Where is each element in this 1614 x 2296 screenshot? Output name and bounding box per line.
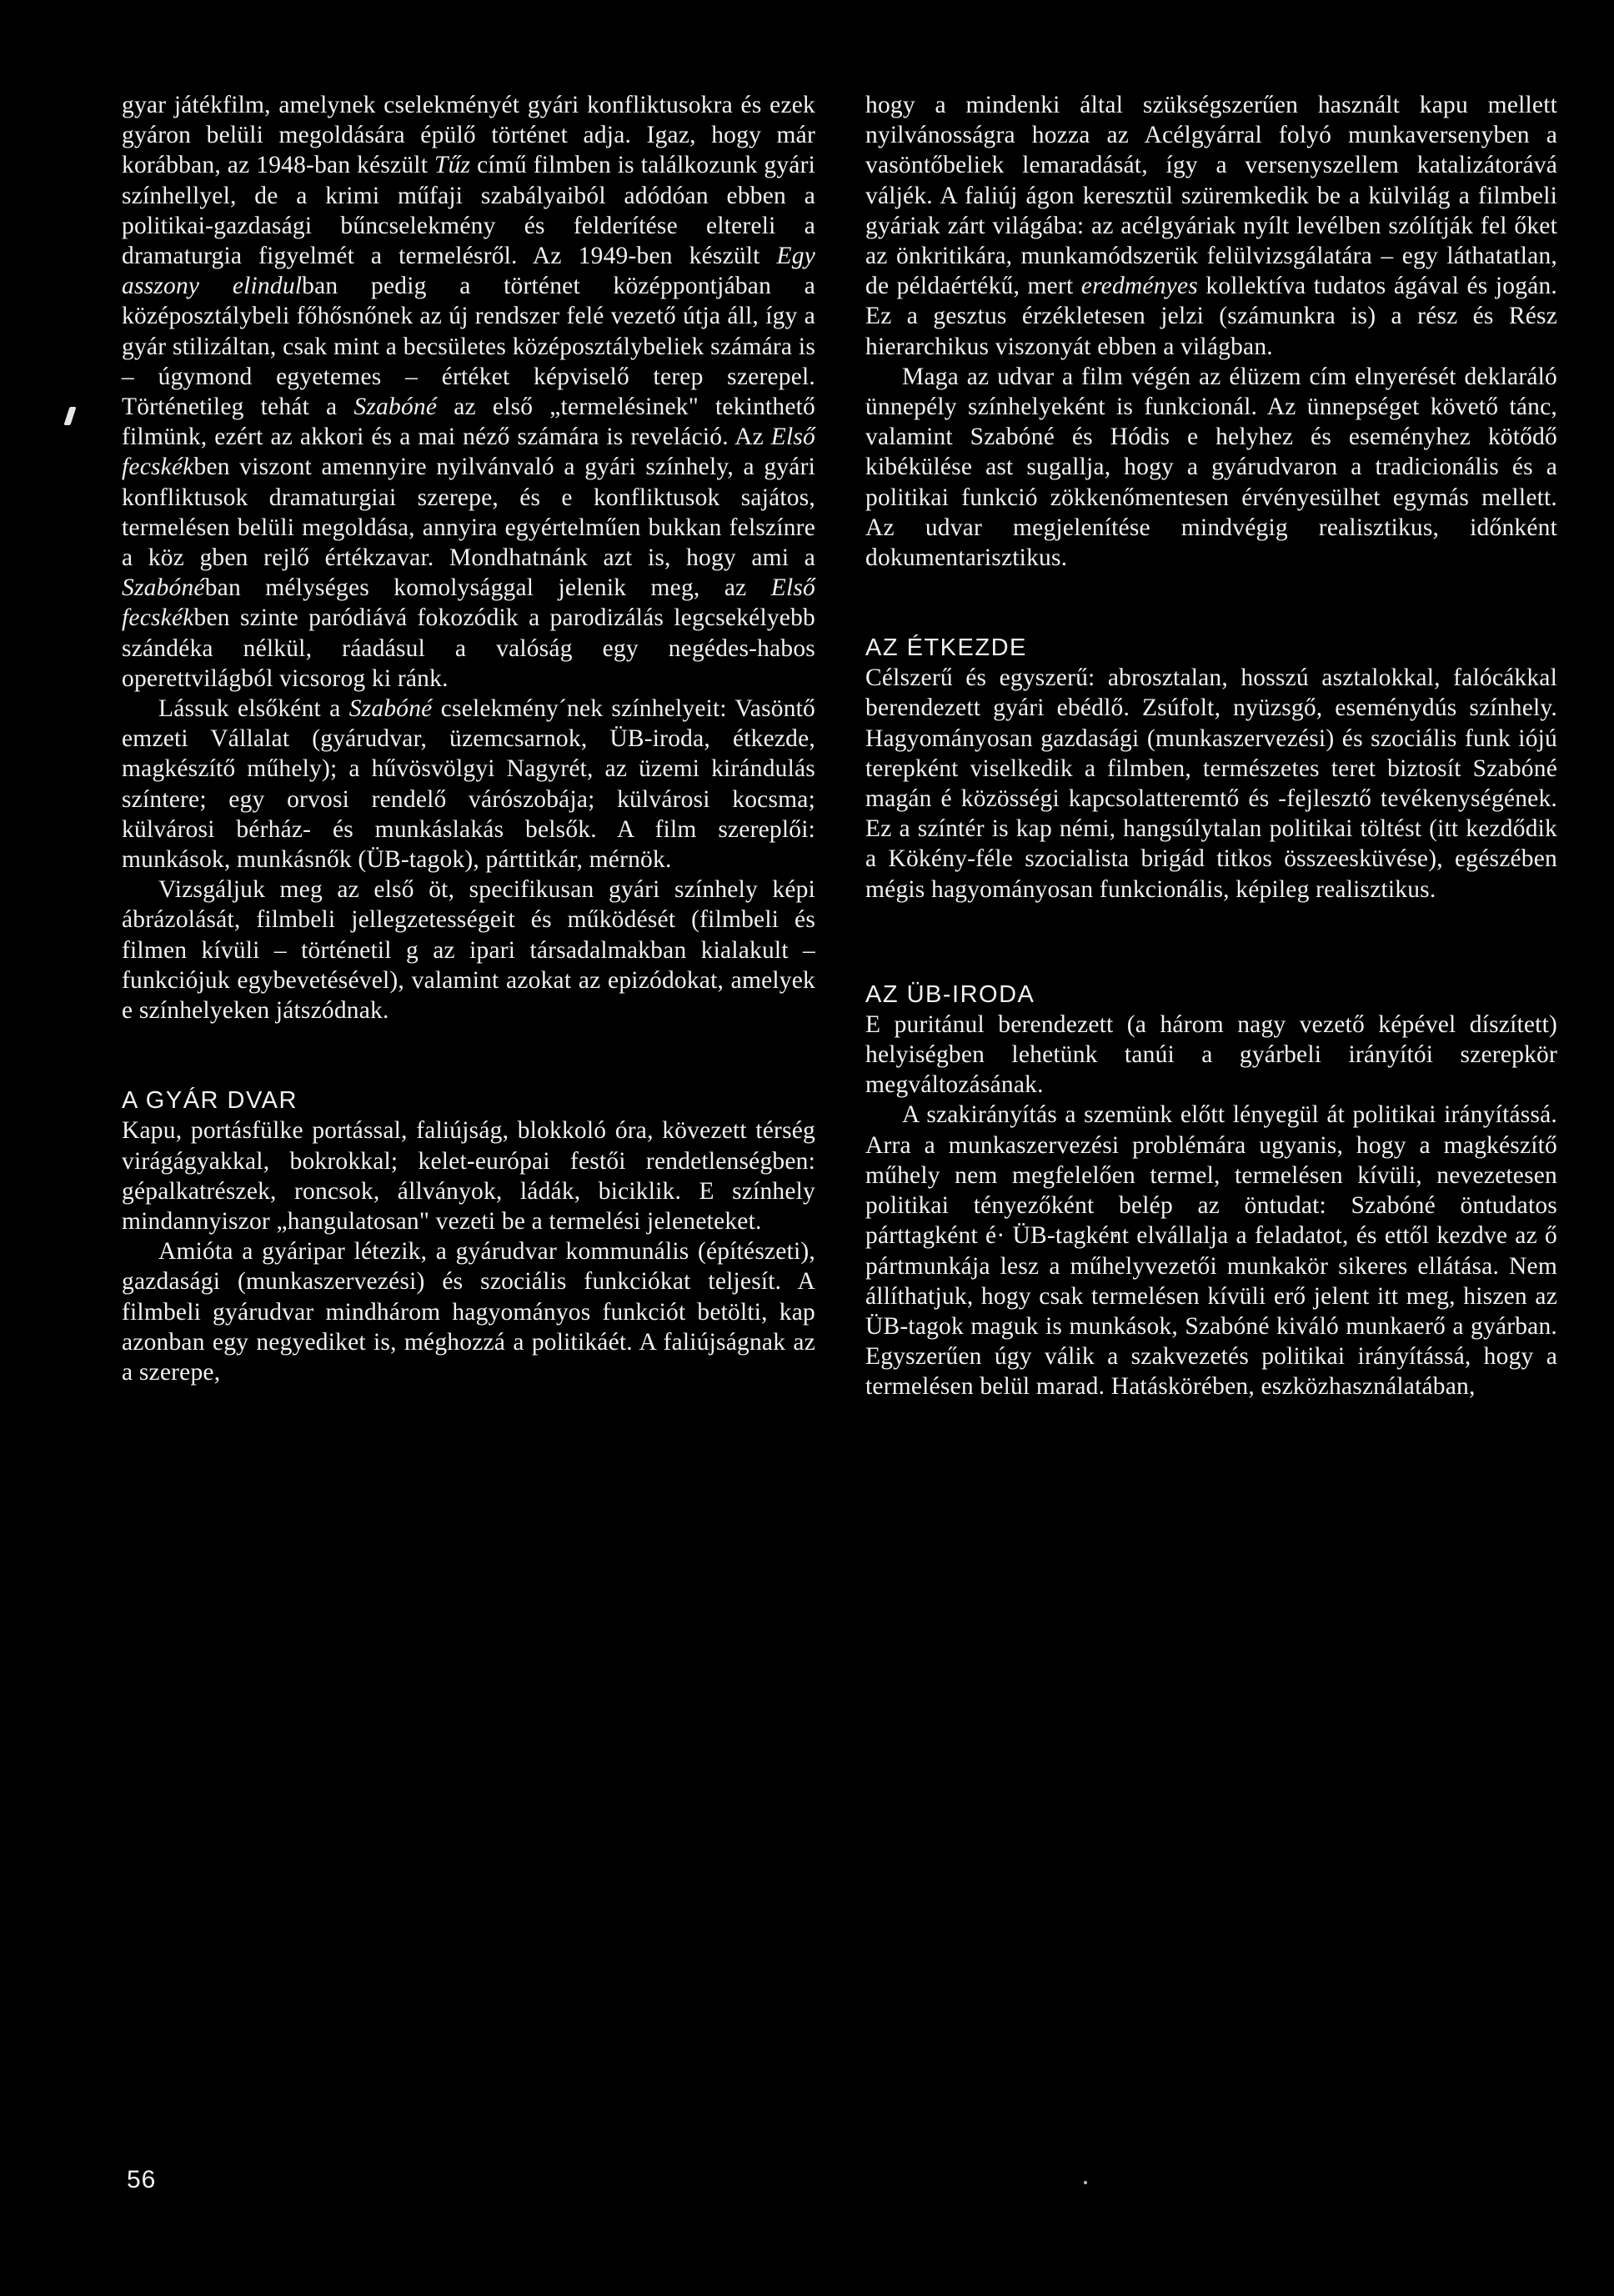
film-title: Szabóné [348, 695, 433, 723]
section-gap [865, 905, 1557, 980]
text-run: az első „termelésinek" tekinthető filmünk, ezért az akkori és a mai néző számára is reveláció. Az [122, 394, 815, 451]
section-heading: AZ ÜB-IRODA [865, 980, 1035, 1008]
film-title: Szabóné [122, 574, 205, 602]
film-title: Szabóné [353, 394, 438, 421]
print-speck [1084, 2181, 1087, 2184]
text-run: hogy a mindenki által szükségszerűen használt kapu mellett nyilvánosságra hozza az Acélgyárral folyó munkaversenyben a vasöntőbeliek lemaradását, így a versenyszellem katalizátorává váljék. A faliúj ágon keresztül szüremkedik be a külvilág a filmbeli gyáriak zárt világába: az acélgyáriak nyílt levélben szólítják fel őket az önkritikára, munkamódszerük felülvizsgálatára – egy láthatatlan, de példaértékű, mert [865, 92, 1557, 300]
left-column [122, 90, 815, 1387]
film-title: Tűz [434, 152, 471, 179]
text-run: Lássuk elsőként a [158, 695, 349, 723]
margin-pencil-mark [63, 407, 76, 425]
text-run: ben szinte paródiává fokozódik a parodizálás legcsekélyebb szándéka nélkül, ráadásul a valóság egy negédes-habos operettvilágból vicsorog ki ránk. [122, 604, 815, 692]
section-gap [865, 573, 1557, 633]
right-column [865, 90, 1557, 1402]
paragraph: Kapu, portásfülke portással, faliújság, blokkoló óra, kövezett térség virágágyakkal, bokrokkal; kelet-európai festői rendetlenségben: gépalkatrészek, roncsok, állványok, ládák, biciklik. E színhely mindannyiszor „hangulatosan" vezeti be a termelési jeleneteket. [122, 1117, 815, 1235]
text-run: ben viszont amennyire nyilvánvaló a gyári színhely, a gyári konfliktusok dramaturgiai szerepe, és e konfliktusok sajátos, termelésen belüli megoldása, annyira egyértelműen bukkan felszínre a köz gben rejlő értékzavar. Mondhatnánk azt is, hogy ami a [122, 454, 815, 572]
page-number: 56 [127, 2166, 157, 2193]
section-heading: AZ ÉTKEZDE [865, 634, 1027, 662]
film-title: Első fecskék [122, 424, 815, 481]
paragraph [122, 90, 815, 694]
paragraph: Maga az udvar a film végén az élüzem cím elnyerését deklaráló ünnepély színhelyeként is funkcionál. Az ünnepséget követő tánc, valamint Szabóné és Hódis e helyhez és eseményhez kötődő kibékülése ast sugallja, hogy a gyárudvaron a tradicionális és a politikai funkció zökkenőmentesen érvényesülhet egymás mellett. Az udvar megjelenítése mindvégig realisztikus, időnként dokumentarisztikus. [865, 363, 1557, 572]
film-title: Egy asszony elindul [122, 243, 815, 300]
film-title: Első fecskék [122, 574, 815, 632]
text-run: gyar játékfilm, amelynek cselekményét gyári konfliktusokra és ezek gyáron belüli megoldására épülő történet adja. Igaz, hogy már korábban, az 1948-ban készült [122, 92, 815, 179]
text-run: ban mélységes komolysággal jelenik meg, az [204, 574, 771, 602]
text-run: című filmben is találkozunk gyári színhellyel, de a krimi műfaji szabályaiból adódóan ebben a politikai-gazdasági bűncselekmény és felderítése eltereli a dramaturgia figyelmét a termelésről. Az 1949-ben készült [122, 152, 815, 270]
paragraph: E puritánul berendezett (a három nagy vezető képével díszített) helyiségben lehetünk tanúi a gyárbeli irányítói szerepkör megváltozásának. [865, 1010, 1557, 1099]
paragraph: Célszerű és egyszerű: abrosztalan, hosszú asztalokkal, falócákkal berendezett gyári ebédlő. Zsúfolt, nyüzsgő, eseménydús színhely. Hagyományosan gazdasági (munkaszervezési) és szociális funk iójú terepként viselkedik a filmben, természetes teret biztosít Szabóné magán é közösségi kapcsolatteremtő és -fejlesztő tevékenységének. Ez a színtér is kap némi, hangsúlytalan politikai töltést (itt kezdődik a Kökény-féle szocialista brigád titkos összeesküvése), egészében mégis hagyományosan funkcionális, képileg realisztikus. [865, 664, 1557, 903]
text-run: kollektíva tudatos ágával és jogán. Ez a gesztus érzékletesen jelzi (számunkra is) a rész és Rész hierarchikus viszonyát ebben a világban. [865, 273, 1557, 360]
paragraph [122, 694, 815, 875]
section-gap [122, 1025, 815, 1085]
text-run: ban pedig a történet középpontjában a középosztálybeli főhősnőnek az új rendszer felé vezető útja áll, így a gyár stilizáltan, csak mint a becsületes középosztálybeliek számára is – úgymond egyetemes – értéket képviselő terep szerepel. Történetileg tehát a [122, 273, 815, 421]
emphasis: eredményes [1080, 273, 1198, 300]
section-heading: A GYÁR DVAR [122, 1087, 298, 1115]
text-run: cselekmény´nek színhelyeit: Vasöntő emzeti Vállalat (gyárudvar, üzemcsarnok, ÜB-iroda, étkezde, magkészítő műhely); a hűvösvölgyi Nagyrét, az üzemi kirándulás színtere; egy orvosi rendelő várószobája; külvárosi kocsma; külvárosi bérház- és munkáslakás belsők. A film szereplői: munkások, munkásnők (ÜB-tagok), párttitkár, mérnök. [122, 695, 815, 874]
paragraph: Vizsgáljuk meg az első öt, specifikusan gyári színhely képi ábrázolását, filmbeli jellegzetességeit és működését (filmbeli és filmen kívüli – történetil g az ipari társadalmakban kialakult – funkciójuk egybevetésével), valamint azokat az epizódokat, amelyek e színhelyeken játszódnak. [122, 876, 815, 1025]
paragraph [865, 90, 1557, 362]
paragraph: A szakirányítás a szemünk előtt lényegül át politikai irányítássá. Arra a munkaszervezési problémára ugyanis, hogy a magkészítő műhely nem megfelelően termel, termelésen kívüli, nevezetesen politikai tényezőként belép az öntudat: Szabóné öntudatos párttagként é· ÜB-tagként elvállalja a feladatot, és ettől kezdve az ő pártmunkája lesz a műhelyvezetői munkakör sikeres ellátása. Nem állíthatjuk, hogy csak termelésen kívüli erő jelent itt meg, hiszen az ÜB-tagok maguk is munkások, Szabóné kiváló munkaerő a gyárban. Egyszerűen úgy válik a szakvezetés politikai irányítássá, hogy a termelésen belül marad. Hatáskörében, eszközhasználatában, [865, 1101, 1557, 1401]
paragraph: Amióta a gyáripar létezik, a gyárudvar kommunális (építészeti), gazdasági (munkaszervezési) és szociális funkciókat teljesít. A filmbeli gyárudvar mindhárom hagyományos funkciót betölti, kap azonban egy negyediket is, méghozzá a politikáét. A faliújságnak az a szerepe, [122, 1238, 815, 1386]
